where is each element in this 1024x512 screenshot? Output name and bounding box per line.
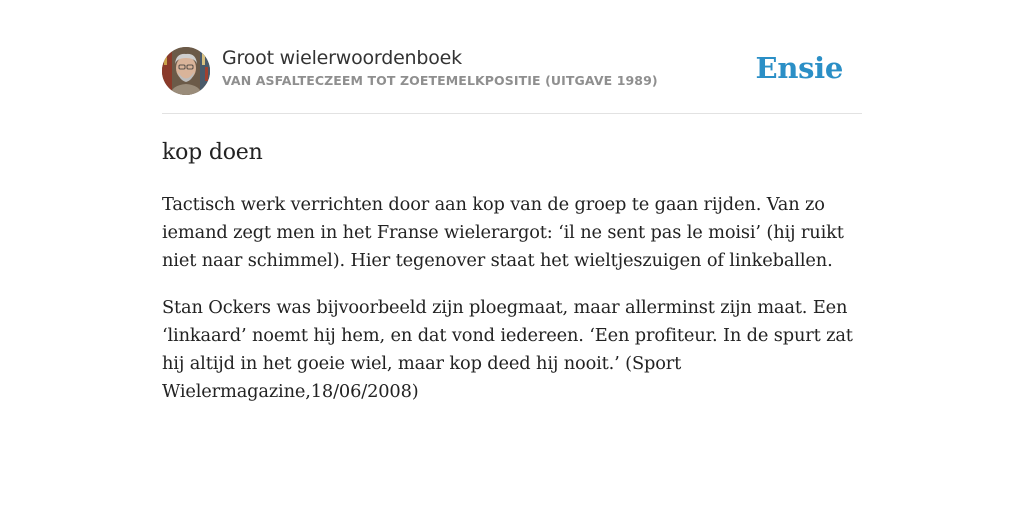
definition-paragraph: Tactisch werk verrichten door aan kop van de groep te gaan rijden. Van zo iemand zegt men in het Franse wielerargot: ‘il ne sent pas le moisi’ (hij ruikt niet naar schimmel). Hier tegenover staat het wieltjeszuigen of linkeballen. bbox=[162, 194, 844, 271]
definition-paragraph: Stan Ockers was bijvoorbeeld zijn ploegmaat, maar allerminst zijn maat. Een ‘linkaard’ noemt hij hem, en dat vond iedereen. ‘Een profiteur. In de spurt zat hij altijd in het goeie wiel, maar kop deed hij nooit.’ (Sport Wielermagazine,18/06/2008) bbox=[162, 297, 853, 402]
entry-definition bbox=[162, 191, 862, 406]
dictionary-title[interactable]: Groot wielerwoordenboek bbox=[222, 47, 462, 69]
ensie-logo[interactable]: Ensie bbox=[755, 51, 843, 85]
entry-term: kop doen bbox=[162, 140, 263, 165]
avatar[interactable] bbox=[162, 47, 210, 95]
dictionary-header bbox=[162, 46, 862, 114]
dictionary-subtitle: VAN ASFALTECZEEM TOT ZOETEMELKPOSITIE (UITGAVE 1989) bbox=[222, 73, 658, 88]
author-portrait-icon bbox=[162, 47, 210, 95]
dictionary-meta bbox=[222, 46, 658, 88]
dictionary-card bbox=[162, 46, 862, 425]
